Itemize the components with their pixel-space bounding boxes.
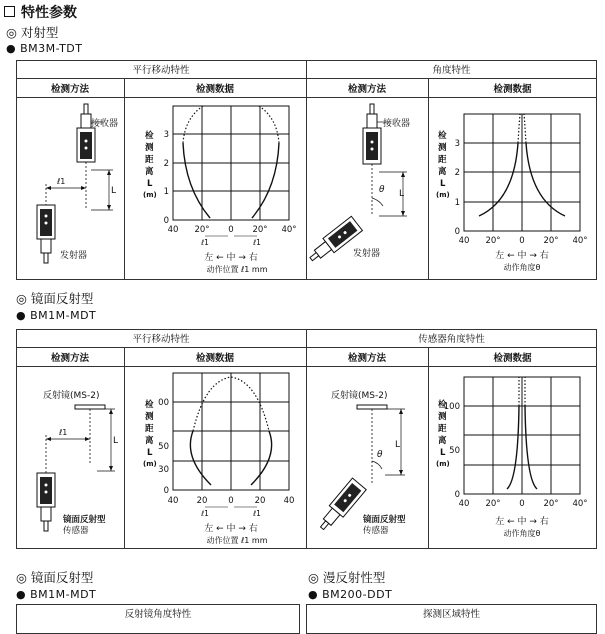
svg-text:检: 检 bbox=[438, 131, 447, 141]
s1-col-method-left: 检测方法 bbox=[50, 83, 89, 95]
svg-text:L: L bbox=[399, 189, 405, 199]
svg-text:L: L bbox=[440, 179, 446, 189]
section3-left-model: ● BM1M-MDT bbox=[16, 588, 97, 601]
section3-left-type: ◎ 镜面反射型 bbox=[16, 570, 94, 585]
svg-text:40: 40 bbox=[167, 225, 179, 235]
svg-text:检: 检 bbox=[438, 400, 447, 410]
svg-text:检: 检 bbox=[145, 400, 154, 410]
s2-angle-chart bbox=[429, 367, 596, 547]
svg-text:ℓ1: ℓ1 bbox=[201, 509, 209, 518]
svg-text:左 ← 中 → 右: 左 ← 中 → 右 bbox=[495, 517, 549, 527]
svg-text:2: 2 bbox=[454, 168, 460, 178]
svg-text:ℓ1: ℓ1 bbox=[57, 177, 66, 186]
svg-text:40°: 40° bbox=[572, 499, 588, 509]
s2-left-header: 平行移动特性 bbox=[132, 334, 190, 345]
s1-col-data-left: 检测数据 bbox=[195, 83, 234, 95]
svg-text:40: 40 bbox=[458, 236, 470, 246]
svg-text:镜面反射型: 镜面反射型 bbox=[63, 515, 106, 525]
svg-text:左 ← 中 → 右: 左 ← 中 → 右 bbox=[495, 251, 549, 261]
svg-text:20: 20 bbox=[254, 496, 266, 506]
svg-text:反射镜(MS-2): 反射镜(MS-2) bbox=[43, 391, 100, 401]
s1-col-data-right: 检测数据 bbox=[493, 83, 532, 95]
svg-text:离: 离 bbox=[438, 167, 447, 177]
svg-text:3: 3 bbox=[163, 130, 169, 140]
svg-text:测: 测 bbox=[438, 143, 447, 153]
svg-text:离: 离 bbox=[145, 167, 154, 177]
svg-text:测: 测 bbox=[438, 412, 447, 422]
svg-text:20°: 20° bbox=[485, 236, 501, 246]
svg-text:40: 40 bbox=[167, 496, 179, 506]
svg-text:20°: 20° bbox=[194, 225, 210, 235]
svg-text:测: 测 bbox=[145, 143, 154, 153]
svg-text:L: L bbox=[113, 436, 119, 446]
s1-pos-label: 动作位置 ℓ1 mm bbox=[206, 265, 268, 274]
svg-text:40: 40 bbox=[283, 496, 295, 506]
s3-right-header: 探测区域特性 bbox=[422, 609, 480, 620]
svg-text:00: 00 bbox=[158, 398, 169, 408]
svg-text:距: 距 bbox=[438, 155, 447, 165]
svg-text:反射镜(MS-2): 反射镜(MS-2) bbox=[331, 391, 388, 401]
section3-right-model: ● BM200-DDT bbox=[308, 588, 393, 601]
svg-text:距: 距 bbox=[145, 155, 154, 165]
s2-angle-method-diagram bbox=[307, 367, 427, 547]
svg-text:离: 离 bbox=[145, 436, 154, 446]
svg-text:接收器: 接收器 bbox=[383, 119, 411, 129]
svg-text:ℓ1: ℓ1 bbox=[253, 238, 261, 247]
svg-text:20: 20 bbox=[196, 496, 208, 506]
svg-text:L: L bbox=[147, 179, 153, 189]
svg-text:检: 检 bbox=[145, 131, 154, 141]
svg-text:ℓ1: ℓ1 bbox=[201, 238, 209, 247]
svg-text:左 ← 中 → 右: 左 ← 中 → 右 bbox=[204, 524, 258, 534]
svg-text:镜面反射型: 镜面反射型 bbox=[363, 515, 406, 525]
svg-text:20°: 20° bbox=[543, 499, 559, 509]
s1-angle-chart bbox=[429, 98, 596, 278]
section2-type: ◎ 镜面反射型 bbox=[16, 291, 94, 306]
svg-text:ℓ1: ℓ1 bbox=[59, 428, 68, 437]
s1-emitter-label: 发射器 bbox=[60, 251, 88, 261]
s3-left-header: 反射镜角度特性 bbox=[124, 609, 192, 620]
s1-dir-label: 左 ← 中 → 右 bbox=[204, 253, 258, 263]
svg-text:距: 距 bbox=[438, 424, 447, 434]
s1-angle-method-diagram bbox=[307, 98, 427, 278]
svg-text:50: 50 bbox=[449, 446, 460, 456]
section1-model: ● BM3M-TDT bbox=[6, 42, 83, 55]
svg-text:30: 30 bbox=[158, 465, 169, 475]
page-title: 特性参数 bbox=[4, 2, 77, 22]
svg-text:测: 测 bbox=[145, 412, 154, 422]
svg-text:ℓ1: ℓ1 bbox=[253, 509, 261, 518]
svg-text:(m): (m) bbox=[143, 191, 157, 199]
svg-text:θ: θ bbox=[379, 185, 385, 195]
s2-parallel-method-diagram bbox=[17, 367, 123, 547]
svg-text:动作位置 ℓ1 mm: 动作位置 ℓ1 mm bbox=[206, 536, 268, 545]
svg-text:0: 0 bbox=[163, 216, 169, 226]
svg-text:0: 0 bbox=[454, 490, 460, 500]
svg-text:L: L bbox=[111, 186, 117, 196]
svg-text:(m): (m) bbox=[143, 460, 157, 468]
svg-text:0: 0 bbox=[519, 236, 525, 246]
svg-text:离: 离 bbox=[438, 436, 447, 446]
svg-text:0: 0 bbox=[454, 227, 460, 237]
s1-right-header: 角度特性 bbox=[432, 65, 471, 76]
s1-parallel-method-diagram bbox=[17, 98, 123, 278]
svg-text:1: 1 bbox=[163, 187, 169, 197]
s1-col-method-right: 检测方法 bbox=[347, 83, 386, 95]
svg-text:(m): (m) bbox=[436, 191, 450, 199]
svg-text:40: 40 bbox=[458, 499, 470, 509]
svg-text:2: 2 bbox=[163, 159, 169, 169]
s1-receiver-label: 接收器 bbox=[91, 119, 119, 129]
svg-text:距: 距 bbox=[145, 424, 154, 434]
svg-text:(m): (m) bbox=[436, 460, 450, 468]
s2-right-header: 传感器角度特性 bbox=[418, 334, 485, 345]
section2-model: ● BM1M-MDT bbox=[16, 309, 97, 322]
svg-text:20°: 20° bbox=[252, 225, 268, 235]
svg-text:50: 50 bbox=[158, 442, 169, 452]
svg-text:动作角度θ: 动作角度θ bbox=[503, 529, 541, 538]
svg-text:1: 1 bbox=[454, 198, 460, 208]
svg-text:传感器: 传感器 bbox=[63, 526, 89, 536]
svg-text:40°: 40° bbox=[572, 236, 588, 246]
svg-text:L: L bbox=[440, 448, 446, 458]
section3-right-type: ◎ 漫反射性型 bbox=[308, 570, 386, 585]
svg-text:动作角度θ: 动作角度θ bbox=[503, 263, 541, 272]
s1-parallel-chart bbox=[125, 98, 305, 278]
section1-type: ◎ 对射型 bbox=[6, 25, 59, 40]
s1-left-header: 平行移动特性 bbox=[132, 65, 190, 76]
svg-text:0: 0 bbox=[228, 496, 234, 506]
s2-parallel-chart bbox=[125, 367, 305, 547]
svg-text:发射器: 发射器 bbox=[353, 249, 381, 259]
svg-text:100: 100 bbox=[443, 402, 460, 412]
square-icon bbox=[4, 6, 15, 17]
svg-text:20°: 20° bbox=[543, 236, 559, 246]
svg-text:L: L bbox=[147, 448, 153, 458]
svg-text:40°: 40° bbox=[281, 225, 297, 235]
svg-text:L: L bbox=[395, 440, 401, 450]
svg-text:θ: θ bbox=[377, 450, 383, 460]
svg-text:20°: 20° bbox=[485, 499, 501, 509]
svg-text:0: 0 bbox=[163, 486, 169, 496]
svg-text:传感器: 传感器 bbox=[363, 526, 389, 536]
svg-text:3: 3 bbox=[454, 139, 460, 149]
svg-text:0: 0 bbox=[519, 499, 525, 509]
svg-text:0: 0 bbox=[228, 225, 234, 235]
